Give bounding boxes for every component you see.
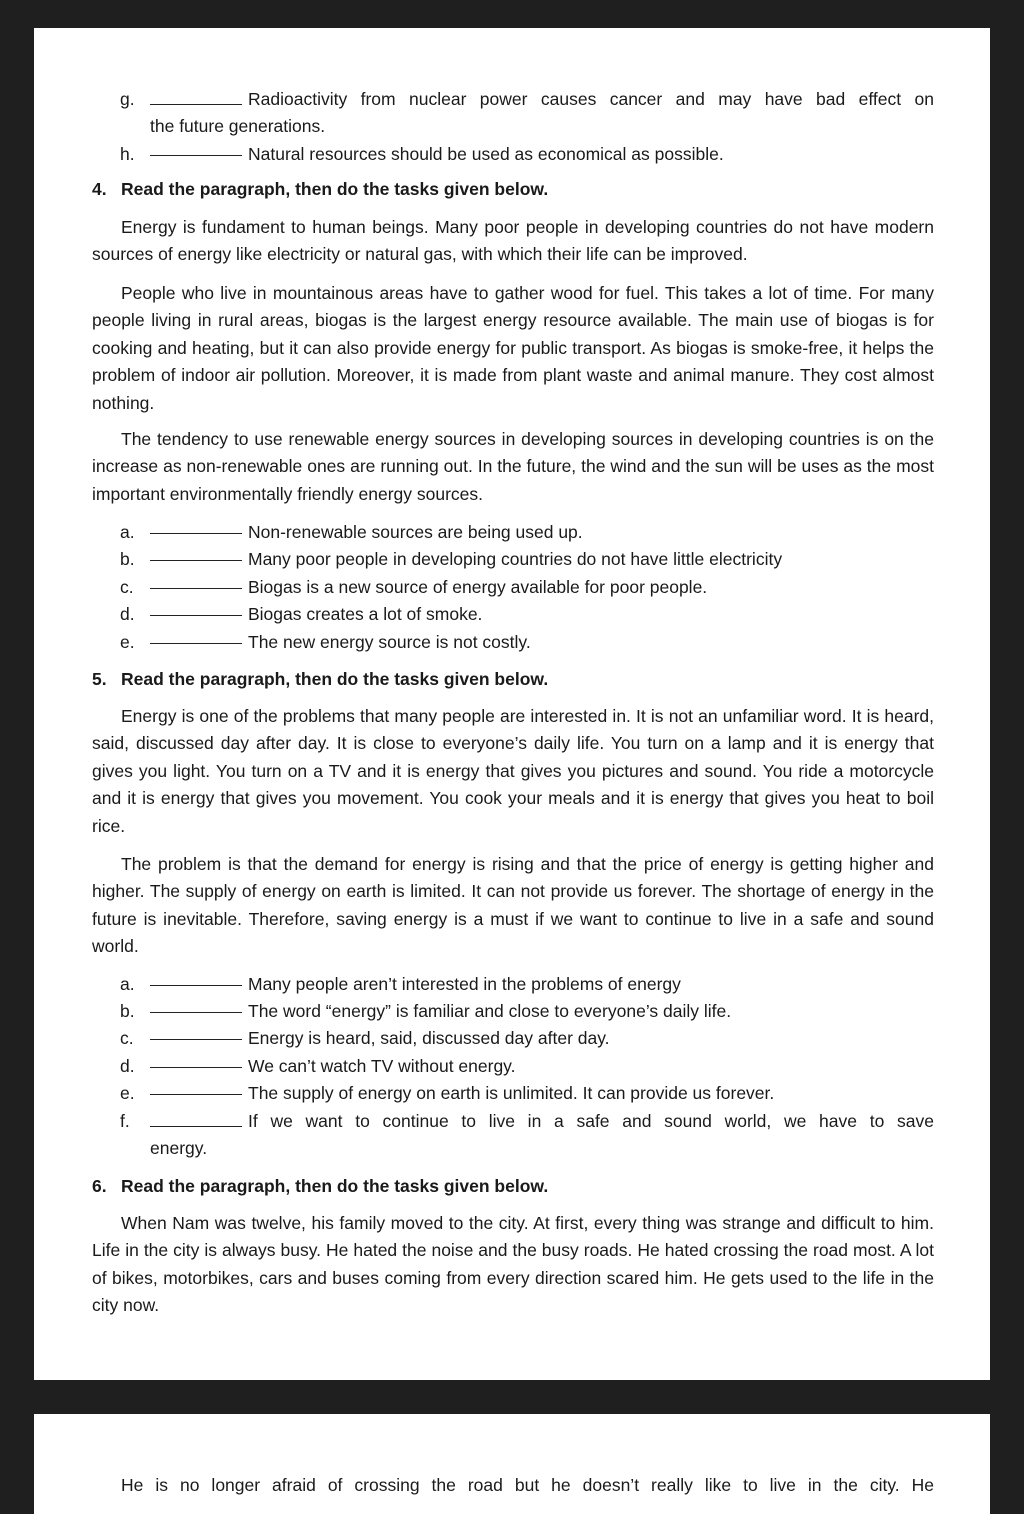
exercise-item-a bbox=[120, 971, 934, 998]
section-number: 6. bbox=[92, 1176, 107, 1196]
item-letter: c. bbox=[120, 577, 134, 597]
answer-blank[interactable] bbox=[150, 642, 242, 644]
exercise-item-e bbox=[120, 1080, 934, 1107]
answer-blank[interactable] bbox=[150, 984, 242, 986]
item-letter: e. bbox=[120, 632, 135, 652]
answer-blank[interactable] bbox=[150, 1038, 242, 1040]
section-number: 4. bbox=[92, 179, 107, 199]
page-2-first-line: He is no longer afraid of crossing the road but he doesn’t really like to live in the city. He bbox=[121, 1475, 934, 1495]
item-letter: a. bbox=[120, 522, 135, 542]
item-statement: We can’t watch TV without energy. bbox=[248, 1056, 516, 1076]
section-5-heading bbox=[92, 666, 934, 693]
exercise-item-b bbox=[120, 546, 934, 573]
item-letter: c. bbox=[120, 1028, 134, 1048]
section-4-heading bbox=[92, 176, 934, 203]
section-6-heading bbox=[92, 1173, 934, 1200]
answer-blank[interactable] bbox=[150, 532, 242, 534]
section-4-paragraph-3: The tendency to use renewable energy sources in developing sources in developing countries is on the increase as non-renewable ones are running out. In the future, the wind and the sun will be uses as the most important environmentally friendly energy sources. bbox=[92, 429, 934, 504]
answer-blank[interactable] bbox=[150, 1093, 242, 1095]
exercise-item-c bbox=[120, 1025, 934, 1052]
item-statement: Non-renewable sources are being used up. bbox=[248, 522, 583, 542]
item-statement: Many poor people in developing countries do not have little electricity bbox=[248, 549, 783, 569]
exercise-item-h bbox=[120, 141, 934, 168]
section-number: 5. bbox=[92, 669, 107, 689]
document-page-2 bbox=[34, 1414, 990, 1514]
section-5-paragraph-1: Energy is one of the problems that many people are interested in. It is not an unfamiliar word. It is heard, said, discussed day after day. It is close to everyone’s daily life. You turn on a lamp and it is energy that gives you light. You turn on a TV and it is energy that gives you pictures and sound. You ride a motorcycle and it is energy that gives you movement. You cook your meals and it is energy that gives you heat to boil rice. bbox=[92, 706, 934, 836]
item-letter: d. bbox=[120, 604, 135, 624]
item-statement: The new energy source is not costly. bbox=[248, 632, 531, 652]
document-page-1 bbox=[34, 28, 990, 1380]
answer-blank[interactable] bbox=[150, 559, 242, 561]
item-statement-continuation: the future generations. bbox=[150, 116, 326, 137]
item-statement: Energy is heard, said, discussed day after day. bbox=[248, 1028, 610, 1048]
item-statement: The supply of energy on earth is unlimited. It can provide us forever. bbox=[248, 1083, 775, 1103]
answer-blank[interactable] bbox=[150, 614, 242, 616]
item-letter: b. bbox=[120, 1001, 135, 1021]
item-statement: Biogas is a new source of energy available for poor people. bbox=[248, 577, 708, 597]
exercise-item-d bbox=[120, 1053, 934, 1080]
section-5-paragraph-2: The problem is that the demand for energy is rising and that the price of energy is getting higher and higher. The supply of energy on earth is limited. It can not provide us forever. The shortage of energy in the future is inevitable. Therefore, saving energy is a must if we want to continue to live in a safe and sound world. bbox=[92, 854, 934, 957]
section-6-paragraph-1: When Nam was twelve, his family moved to the city. At first, every thing was strange and difficult to him. Life in the city is always busy. He hated the noise and the busy roads. He hated crossing the road most. A lot of bikes, motorbikes, cars and buses coming from every direction scared him. He gets used to the life in the city now. bbox=[92, 1213, 934, 1316]
exercise-item-b bbox=[120, 998, 934, 1025]
item-letter: f. bbox=[120, 1111, 130, 1131]
item-statement: The word “energy” is familiar and close to everyone’s daily life. bbox=[248, 1001, 732, 1021]
item-statement: Biogas creates a lot of smoke. bbox=[248, 604, 483, 624]
section-4-paragraph-1: Energy is fundament to human beings. Many poor people in developing countries do not have modern sources of energy like electricity or natural gas, with which their life can be improved. bbox=[92, 217, 934, 265]
item-statement: If we want to continue to live in a safe and sound world, we have to save bbox=[248, 1111, 934, 1131]
item-letter: a. bbox=[120, 974, 135, 994]
answer-blank[interactable] bbox=[150, 1125, 242, 1127]
item-letter: e. bbox=[120, 1083, 135, 1103]
item-letter: b. bbox=[120, 549, 135, 569]
answer-blank[interactable] bbox=[150, 1011, 242, 1013]
section-4-paragraph-2: People who live in mountainous areas have to gather wood for fuel. This takes a lot of time. For many people living in rural areas, biogas is the largest energy resource available. The main use of biogas is for cooking and heating, but it can also provide energy for public transport. As biogas is smoke-free, it helps the problem of indoor air pollution. Moreover, it is made from plant waste and animal manure. They cost almost nothing. bbox=[92, 283, 934, 413]
exercise-item-f bbox=[120, 1108, 934, 1163]
exercise-item-g bbox=[120, 86, 934, 141]
item-letter: h. bbox=[120, 144, 135, 164]
answer-blank[interactable] bbox=[150, 1066, 242, 1068]
answer-blank[interactable] bbox=[150, 103, 242, 105]
item-letter: g. bbox=[120, 89, 135, 109]
exercise-item-a bbox=[120, 519, 934, 546]
exercise-item-e bbox=[120, 629, 934, 656]
item-statement: Natural resources should be used as economical as possible. bbox=[248, 144, 724, 164]
section-title: Read the paragraph, then do the tasks given below. bbox=[121, 179, 549, 199]
exercise-item-d bbox=[120, 601, 934, 628]
item-statement-continuation: energy. bbox=[150, 1138, 208, 1159]
section-title: Read the paragraph, then do the tasks given below. bbox=[121, 1176, 549, 1196]
item-statement: Radioactivity from nuclear power causes cancer and may have bad effect on bbox=[248, 89, 934, 109]
exercise-item-c bbox=[120, 574, 934, 601]
section-title: Read the paragraph, then do the tasks given below. bbox=[121, 669, 549, 689]
item-letter: d. bbox=[120, 1056, 135, 1076]
answer-blank[interactable] bbox=[150, 154, 242, 156]
answer-blank[interactable] bbox=[150, 587, 242, 589]
item-statement: Many people aren’t interested in the problems of energy bbox=[248, 974, 681, 994]
